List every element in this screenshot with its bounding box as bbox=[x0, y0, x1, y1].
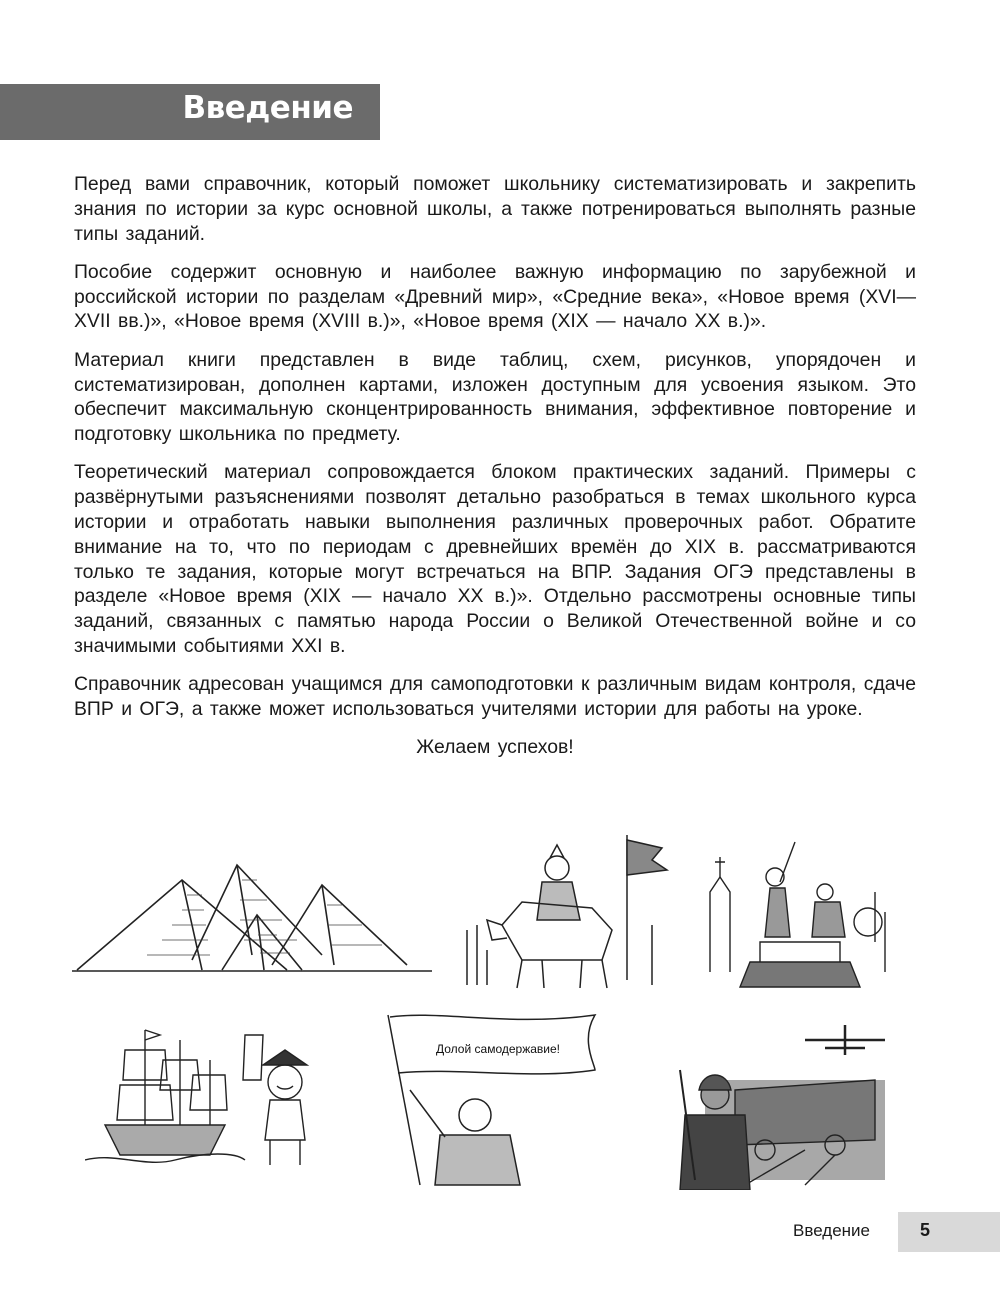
closing-wish: Желаем успехов! bbox=[416, 736, 574, 759]
page-title: Введение bbox=[182, 90, 353, 126]
title-bar bbox=[0, 84, 380, 140]
paragraph: Теоретический материал сопровождается блоком практических заданий. Примеры с развёрнутыми разъяснениями позволят детально разобраться в темах школьного курса истории и отработать навыки выполнения различных проверочных работ. Обратите внимание на то, что по периодам с древнейших времён до XIX в. рассматриваются только те задания, которые могут встречаться на ВПР. Задания ОГЭ представлены в разделе «Новое время (XIX — начало XX в.)». Отдельно рассмотрены основные типы заданий, связанных с памятью народа России о Великой Отечественной войне и со значимыми событиями XXI в. bbox=[74, 461, 916, 658]
horseman-illustration bbox=[462, 830, 670, 990]
page-number-box bbox=[898, 1212, 1000, 1252]
page-number: 5 bbox=[920, 1220, 931, 1240]
paragraph: Пособие содержит основную и наиболее важную информацию по зарубежной и российской истории по разделам «Древний мир», «Средние века», «Новое время (XVI—XVII вв.)», «Новое время (XVIII в.)», «Новое время (XIX — начало XX в.)». bbox=[74, 260, 916, 333]
footer-section-title: Введение bbox=[793, 1221, 870, 1240]
banner-text: Долой самодержавие! bbox=[436, 1042, 560, 1056]
paragraph: Справочник адресован учащимся для самоподготовки к различным видам контроля, сдаче ВПР и ОГЭ, а также может использоваться учителями истории для работы на уроке. bbox=[74, 673, 916, 721]
monument-illustration bbox=[700, 832, 900, 992]
paragraph: Материал книги представлен в виде таблиц, схем, рисунков, упорядочен и систематизирован, дополнен картами, изложен доступным для усвоения языком. Это обеспечит максимальную сконцентрированность внимания, эффективное повторение и подготовку школьника по предмету. bbox=[74, 348, 916, 446]
banner-illustration bbox=[380, 1005, 605, 1190]
soldier-illustration bbox=[655, 1020, 895, 1190]
ship-illustration bbox=[85, 1020, 335, 1170]
intro-text bbox=[74, 172, 916, 774]
pyramids-illustration bbox=[72, 855, 432, 975]
paragraph: Перед вами справочник, который поможет школьнику систематизировать и закрепить знания по истории за курс основной школы, а также потренироваться выполнять разные типы заданий. bbox=[74, 173, 916, 245]
